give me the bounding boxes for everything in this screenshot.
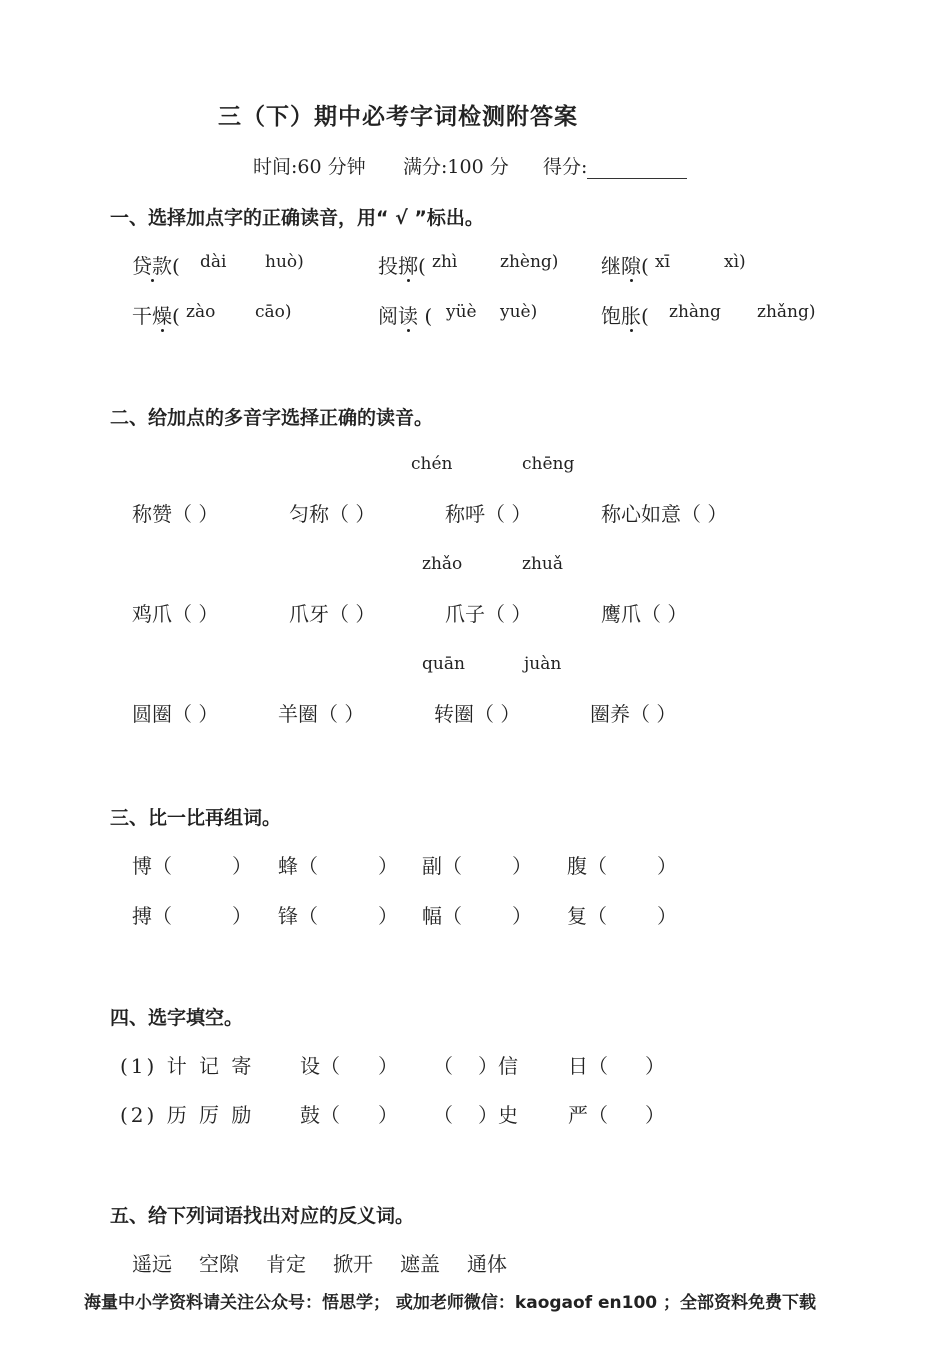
s1-item-4: 干燥( <box>132 304 180 328</box>
s3-r1-close-3: ） <box>512 854 532 878</box>
s5-word-4: 掀开 <box>333 1252 373 1276</box>
s1-item-6-option-2[interactable]: zhǎng) <box>757 302 816 322</box>
s3-r2-close-4: ） <box>657 904 677 928</box>
s4-r2-label: (2) 历 厉 励 <box>120 1103 255 1127</box>
s2-g2-item-1[interactable]: 鸡爪（ ） <box>132 602 219 626</box>
s4-r2-blank-b-word: ）史 <box>478 1103 518 1127</box>
s2-g2-pinyin-1: zhǎo <box>422 554 463 574</box>
s2-g3-pinyin-2: juàn <box>524 654 562 674</box>
s4-r2-close-c: ） <box>645 1103 665 1127</box>
s2-g1-pinyin-1: chén <box>411 454 453 474</box>
s3-r2-item-2[interactable]: 锋（ <box>278 904 318 928</box>
s1-item-4-option-1[interactable]: zào <box>186 302 216 322</box>
s4-r2-blank-b[interactable]: （ <box>433 1103 453 1127</box>
s3-r1-item-1[interactable]: 博（ <box>132 854 172 878</box>
s2-g1-item-1[interactable]: 称赞（ ） <box>132 502 219 526</box>
s2-g2-item-4[interactable]: 鹰爪（ ） <box>601 602 688 626</box>
s3-r1-close-4: ） <box>657 854 677 878</box>
section-5-heading: 五、给下列词语找出对应的反义词。 <box>110 1205 415 1227</box>
s4-r2-blank-a[interactable]: 鼓（ <box>300 1103 340 1127</box>
score-field: 得分: <box>543 152 687 179</box>
full-score: 满分:100 分 <box>403 156 509 178</box>
s2-g2-item-3[interactable]: 爪子（ ） <box>445 602 532 626</box>
s1-item-1-option-1[interactable]: dài <box>200 252 227 272</box>
s1-item-5: 阅读 ( <box>378 304 433 328</box>
s1-item-6-option-1[interactable]: zhàng <box>669 302 721 322</box>
s4-r1-close-c: ） <box>645 1054 665 1078</box>
s2-g1-item-3[interactable]: 称呼（ ） <box>445 502 532 526</box>
s3-r2-close-1: ） <box>232 904 252 928</box>
s3-r2-item-1[interactable]: 搏（ <box>132 904 172 928</box>
s4-r2-blank-c[interactable]: 严（ <box>568 1103 608 1127</box>
s1-item-5-option-1[interactable]: yüè <box>446 302 477 322</box>
s1-item-2-option-2[interactable]: zhèng) <box>500 252 559 272</box>
s4-r1-blank-a[interactable]: 设（ <box>300 1054 340 1078</box>
s2-g1-item-2[interactable]: 匀称（ ） <box>289 502 376 526</box>
section-3-heading: 三、比一比再组词。 <box>110 807 282 829</box>
s5-word-1: 遥远 <box>132 1252 172 1276</box>
s1-item-2-option-1[interactable]: zhì <box>432 252 458 272</box>
s3-r1-item-4[interactable]: 腹（ <box>567 854 607 878</box>
s2-g3-pinyin-1: quān <box>422 654 465 674</box>
footer-notice: 海量中小学资料请关注公众号：悟思学； 或加老师微信：kaogaof en100 ；全部资料免费下载 <box>84 1293 817 1313</box>
s3-r2-close-2: ） <box>378 904 398 928</box>
s4-r2-close-a: ） <box>378 1103 398 1127</box>
s1-item-1-option-2[interactable]: huò) <box>265 252 304 272</box>
s2-g3-item-2[interactable]: 羊圈（ ） <box>278 702 365 726</box>
s1-item-1: 贷款( <box>132 254 180 278</box>
page-title: 三（下）期中必考字词检测附答案 <box>218 104 578 130</box>
s3-r1-close-1: ） <box>232 854 252 878</box>
s1-item-3: 继隙( <box>601 254 649 278</box>
section-1-heading: 一、选择加点字的正确读音，用“ √ ”标出。 <box>110 207 484 229</box>
s3-r1-item-3[interactable]: 副（ <box>422 854 462 878</box>
s4-r1-close-a: ） <box>378 1054 398 1078</box>
s3-r2-item-3[interactable]: 幅（ <box>422 904 462 928</box>
s3-r1-item-2[interactable]: 蜂（ <box>278 854 318 878</box>
s2-g1-item-4[interactable]: 称心如意（ ） <box>601 502 728 526</box>
s4-r1-blank-c[interactable]: 日（ <box>568 1054 608 1078</box>
s2-g1-pinyin-2: chēng <box>522 454 575 474</box>
s5-word-5: 遮盖 <box>400 1252 440 1276</box>
time-limit: 时间:60 分钟 <box>253 156 366 178</box>
s5-word-6: 通体 <box>467 1252 507 1276</box>
s2-g3-item-1[interactable]: 圆圈（ ） <box>132 702 219 726</box>
s2-g3-item-4[interactable]: 圈养（ ） <box>590 702 677 726</box>
section-2-heading: 二、给加点的多音字选择正确的读音。 <box>110 407 434 429</box>
s1-item-3-option-2[interactable]: xì) <box>724 252 746 272</box>
s5-word-2: 空隙 <box>199 1252 239 1276</box>
s1-item-3-option-1[interactable]: xī <box>655 252 671 272</box>
s2-g2-pinyin-2: zhuǎ <box>522 554 563 574</box>
s2-g2-item-2[interactable]: 爪牙（ ） <box>289 602 376 626</box>
s1-item-5-option-2[interactable]: yuè) <box>500 302 538 322</box>
s1-item-4-option-2[interactable]: cāo) <box>255 302 292 322</box>
s3-r2-item-4[interactable]: 复（ <box>567 904 607 928</box>
s1-item-6: 饱胀( <box>601 304 649 328</box>
section-4-heading: 四、选字填空。 <box>110 1007 244 1029</box>
s2-g3-item-3[interactable]: 转圈（ ） <box>434 702 521 726</box>
s3-r1-close-2: ） <box>378 854 398 878</box>
s5-word-3: 肯定 <box>266 1252 306 1276</box>
s3-r2-close-3: ） <box>512 904 532 928</box>
s4-r1-label: (1) 计 记 寄 <box>120 1054 255 1078</box>
s1-item-2: 投掷( <box>378 254 426 278</box>
s4-r1-blank-b[interactable]: （ <box>433 1054 453 1078</box>
s4-r1-blank-b-word: ）信 <box>478 1054 518 1078</box>
